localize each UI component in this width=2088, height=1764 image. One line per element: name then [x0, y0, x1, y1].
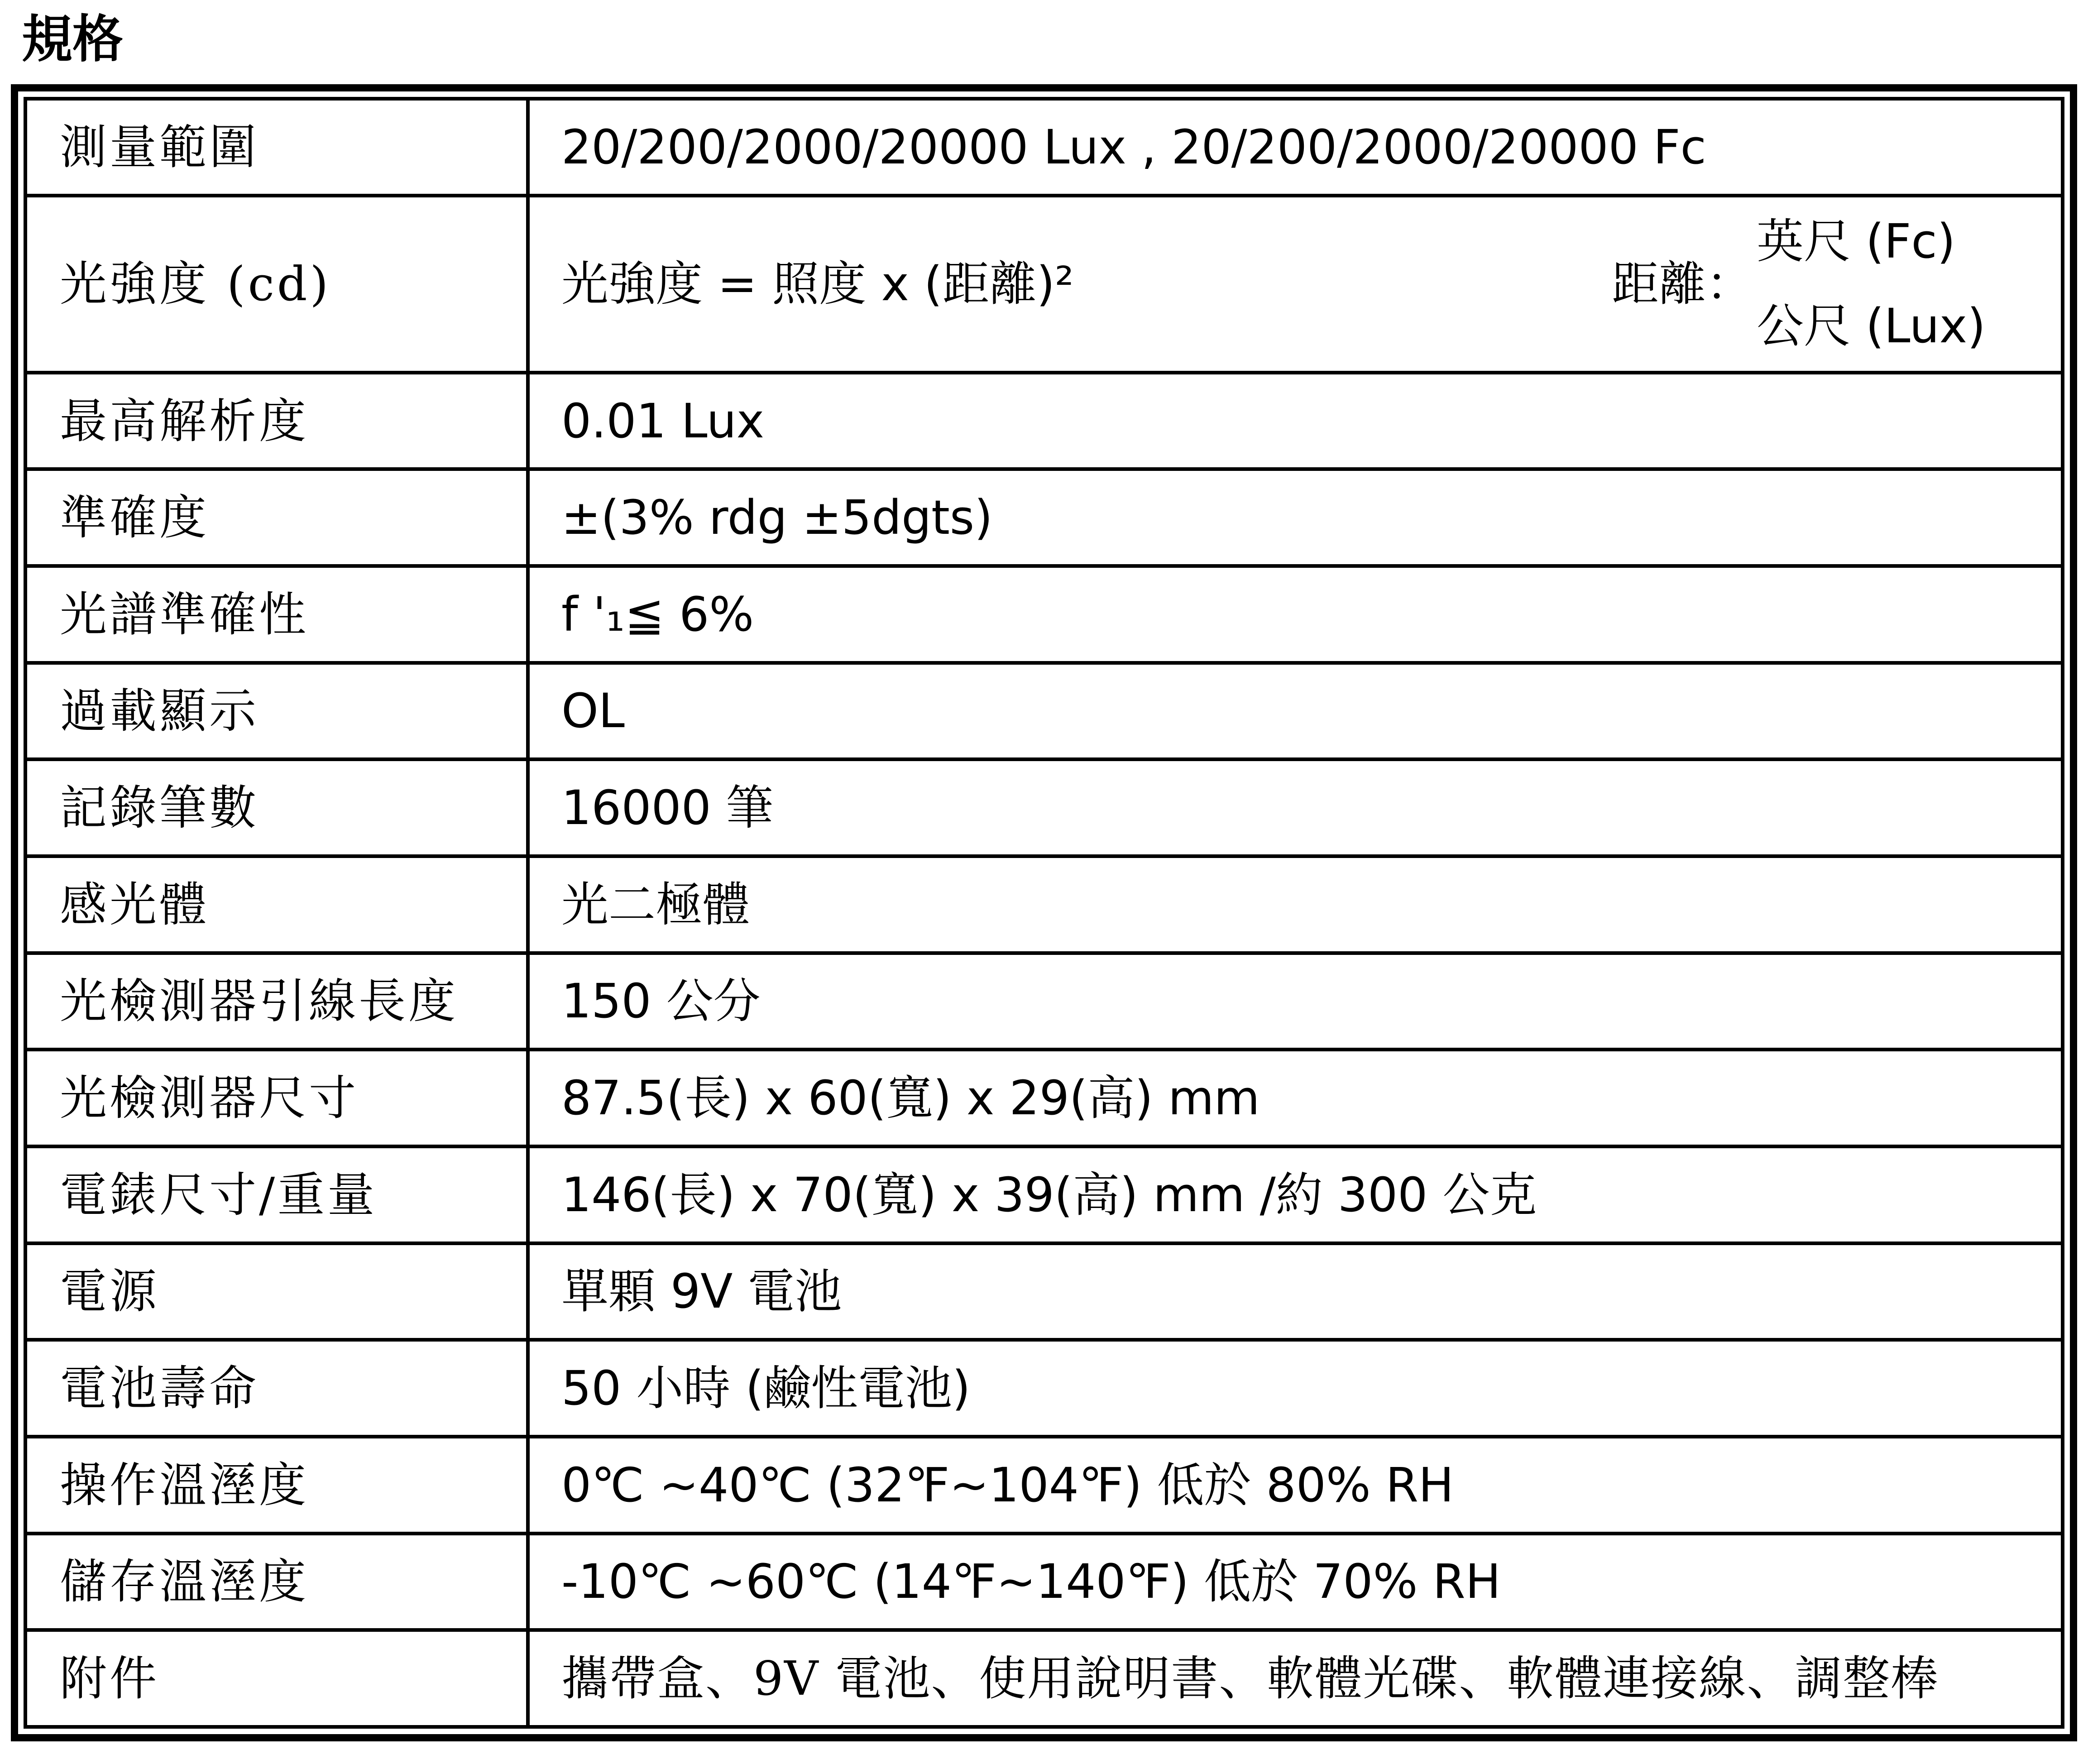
intensity-formula: 光強度 = 照度 x (距離)² — [561, 256, 1074, 312]
row-value: 146(長) x 70(寬) x 39(高) mm /約 300 公克 — [528, 1146, 2063, 1243]
row-value: 16000 筆 — [528, 759, 2063, 856]
table-row — [25, 1630, 2063, 1727]
table-row — [25, 373, 2063, 470]
row-value: ±(3% rdg ±5dgts) — [528, 469, 2063, 566]
table-row — [25, 566, 2063, 663]
table-row — [25, 1146, 2063, 1243]
row-label: 光強度 (cd) — [25, 196, 528, 373]
row-value: 光二極體 — [528, 856, 2063, 953]
row-label: 電池壽命 — [25, 1340, 528, 1437]
intensity-cell — [561, 197, 2061, 371]
row-value: 20/200/2000/20000 Lux , 20/200/2000/20000 Fc — [528, 99, 2063, 196]
table-row — [25, 759, 2063, 856]
row-value: 0.01 Lux — [528, 373, 2063, 470]
row-value: 單顆 9V 電池 — [528, 1243, 2063, 1340]
row-label: 最高解析度 — [25, 373, 528, 470]
table-row — [25, 1534, 2063, 1630]
row-value: 87.5(長) x 60(寬) x 29(高) mm — [528, 1050, 2063, 1146]
row-label: 光譜準確性 — [25, 566, 528, 663]
table-row — [25, 1437, 2063, 1534]
row-label: 記錄筆數 — [25, 759, 528, 856]
row-value: 攜帶盒、9V 電池、使用說明書、軟體光碟、軟體連接線、調整棒 — [528, 1630, 2063, 1727]
table-row — [25, 469, 2063, 566]
row-value: -10℃ ~60℃ (14℉~140℉) 低於 70% RH — [528, 1534, 2063, 1630]
row-value: 0℃ ~40℃ (32℉~104℉) 低於 80% RH — [528, 1437, 2063, 1534]
unit-meter: 公尺 (Lux) — [1757, 298, 1986, 354]
unit-feet: 英尺 (Fc) — [1757, 213, 1956, 269]
page-title: 規格 — [22, 10, 123, 69]
row-label: 測量範圍 — [25, 99, 528, 196]
spec-table — [24, 97, 2064, 1729]
table-row — [25, 953, 2063, 1050]
row-value: f '₁≦ 6% — [528, 566, 2063, 663]
row-value: OL — [528, 663, 2063, 760]
row-label: 儲存溫溼度 — [25, 1534, 528, 1630]
row-label: 電源 — [25, 1243, 528, 1340]
table-row — [25, 663, 2063, 760]
distance-units — [1757, 199, 1986, 369]
row-label: 感光體 — [25, 856, 528, 953]
row-label: 附件 — [25, 1630, 528, 1727]
row-value: 150 公分 — [528, 953, 2063, 1050]
table-row — [25, 1340, 2063, 1437]
distance-label: 距離： — [1612, 256, 1753, 312]
table-row — [25, 856, 2063, 953]
table-row — [25, 1243, 2063, 1340]
row-label: 操作溫溼度 — [25, 1437, 528, 1534]
row-value: 50 小時 (鹼性電池) — [528, 1340, 2063, 1437]
row-label: 光檢測器尺寸 — [25, 1050, 528, 1146]
row-label: 過載顯示 — [25, 663, 528, 760]
table-row — [25, 1050, 2063, 1146]
row-value-intensity — [528, 196, 2063, 373]
table-row — [25, 196, 2063, 373]
table-row — [25, 99, 2063, 196]
row-label: 準確度 — [25, 469, 528, 566]
row-label: 電錶尺寸/重量 — [25, 1146, 528, 1243]
row-label: 光檢測器引線長度 — [25, 953, 528, 1050]
spec-table-frame — [11, 84, 2077, 1741]
